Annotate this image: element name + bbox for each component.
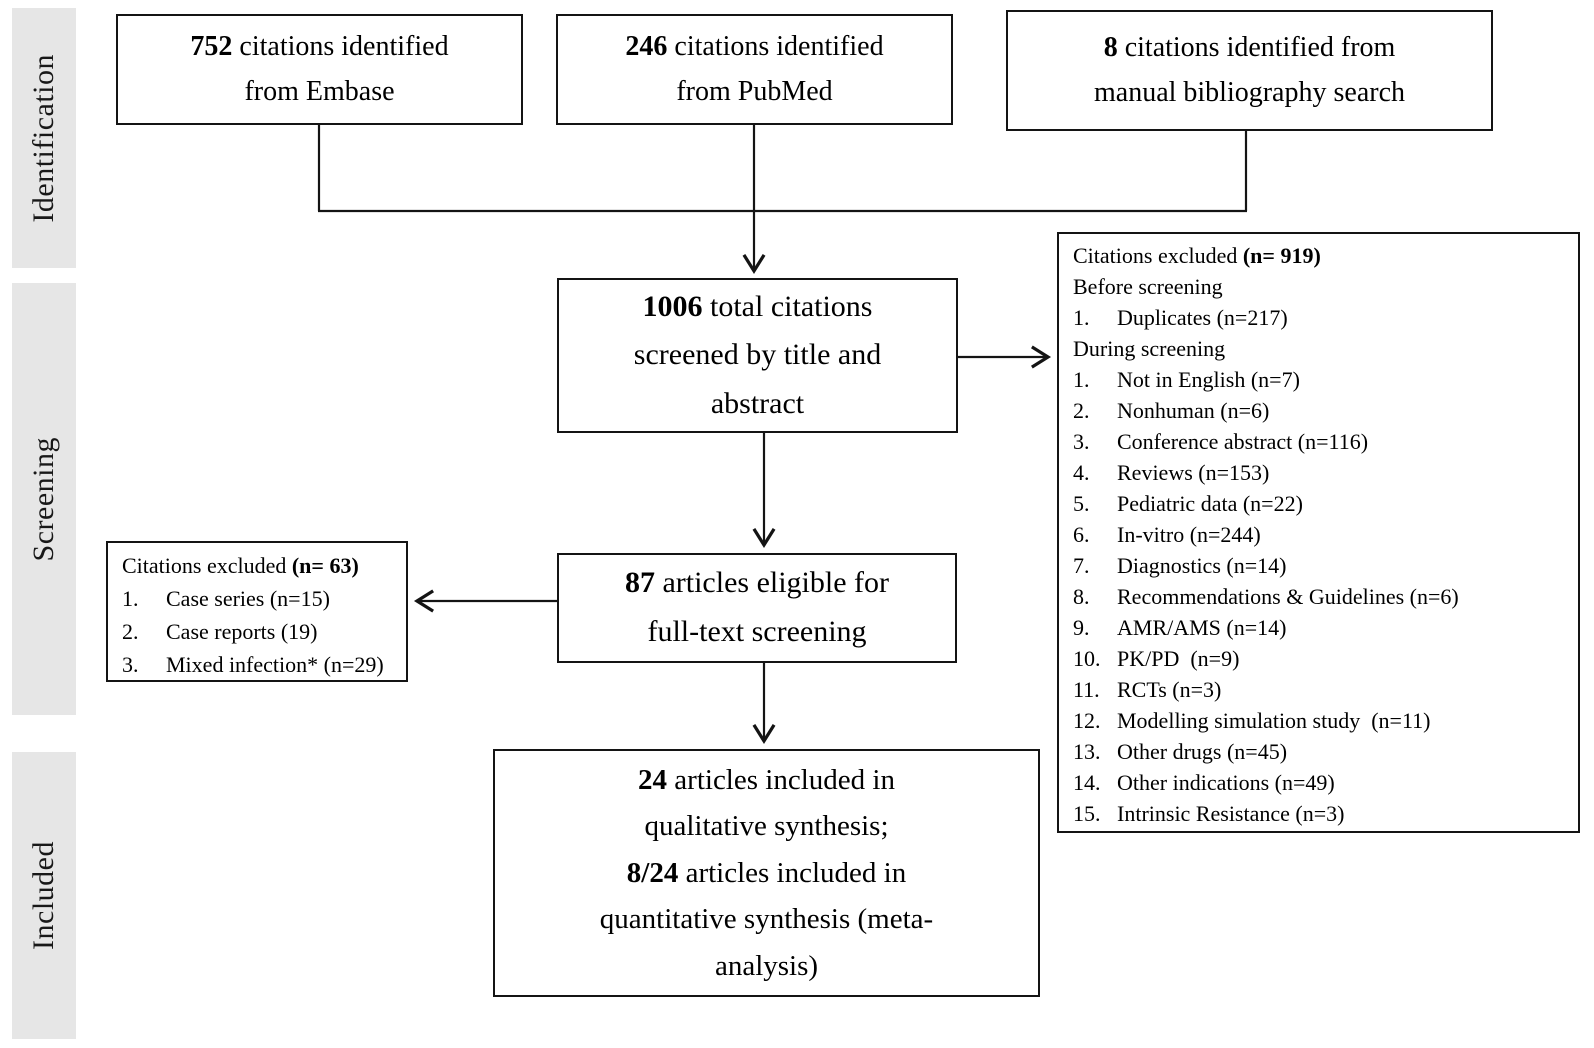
box-line: 1006 total citations [642, 289, 873, 323]
list-item: 11. RCTs (n=3) [1073, 677, 1222, 702]
box-line: 8 citations identified from [1103, 32, 1396, 64]
list-item: 4. Reviews (n=153) [1073, 460, 1270, 485]
count-quantitative: 8/24 [626, 856, 679, 889]
excluded-919-header: Citations excluded (n= 919) [1073, 243, 1321, 268]
stage-label-screening: Screening [27, 436, 60, 562]
before-screening-label: Before screening [1073, 274, 1223, 299]
count-embase: 752 [190, 31, 233, 63]
qualitative-synthesis-text: qualitative synthesis; [644, 810, 889, 843]
list-item: 3. Mixed infection* (n=29) [122, 652, 384, 677]
list-item: 15. Intrinsic Resistance (n=3) [1073, 801, 1345, 826]
stage-band-screening [12, 283, 76, 715]
quantitative-synthesis-text: quantitative synthesis (meta- [599, 903, 934, 936]
excluded-63-header: Citations excluded (n= 63) [122, 553, 359, 578]
before-screening-list [1073, 302, 1566, 333]
list-item: 2. Nonhuman (n=6) [1073, 398, 1270, 423]
quantitative-synthesis-text: analysis) [714, 949, 819, 982]
box-citations-embase [116, 14, 523, 125]
list-item: 14. Other indications (n=49) [1073, 770, 1335, 795]
excluded-63-list [122, 582, 394, 681]
during-screening-label: During screening [1073, 336, 1226, 361]
qualitative-synthesis-text: 24 articles included in [638, 764, 895, 797]
count-pubmed: 246 [625, 31, 668, 63]
quantitative-synthesis-text: 8/24 articles included in [626, 856, 907, 889]
box-line: abstract [710, 386, 805, 420]
stage-band-identification [12, 8, 76, 268]
stage-band-included [12, 752, 76, 1039]
list-item: 9. AMR/AMS (n=14) [1073, 615, 1287, 640]
box-excluded-screening [1057, 232, 1580, 833]
list-item: 1. Duplicates (n=217) [1073, 305, 1288, 330]
list-item: 1. Case series (n=15) [122, 586, 330, 611]
box-line: full-text screening [647, 615, 867, 648]
box-line: 752 citations identified [190, 31, 449, 63]
box-line: from PubMed [676, 75, 833, 107]
count-qualitative: 24 [638, 764, 668, 797]
stage-label-included: Included [27, 841, 60, 950]
box-line: 87 articles eligible for [624, 566, 890, 600]
list-item: 8. Recommendations & Guidelines (n=6) [1073, 584, 1459, 609]
box-line: manual bibliography search [1093, 76, 1405, 108]
box-citations-pubmed [556, 14, 953, 125]
box-eligible-fulltext [557, 553, 957, 663]
list-item: 12. Modelling simulation study (n=11) [1073, 708, 1431, 733]
box-citations-manual [1006, 10, 1493, 131]
count-manual: 8 [1103, 32, 1118, 64]
list-item: 2. Case reports (19) [122, 619, 318, 644]
list-item: 5. Pediatric data (n=22) [1073, 491, 1303, 516]
box-total-screened [557, 278, 958, 433]
box-line: from Embase [244, 75, 395, 107]
during-screening-list [1073, 364, 1566, 829]
count-eligible: 87 [624, 566, 655, 600]
box-included-synthesis [493, 749, 1040, 997]
stage-label-identification: Identification [27, 53, 60, 223]
list-item: 10. PK/PD (n=9) [1073, 646, 1240, 671]
list-item: 6. In-vitro (n=244) [1073, 522, 1261, 547]
box-line: 246 citations identified [625, 31, 884, 63]
box-line: screened by title and [633, 338, 882, 372]
list-item: 1. Not in English (n=7) [1073, 367, 1300, 392]
count-screened: 1006 [642, 289, 703, 323]
box-excluded-fulltext [106, 541, 408, 682]
list-item: 7. Diagnostics (n=14) [1073, 553, 1287, 578]
list-item: 13. Other drugs (n=45) [1073, 739, 1288, 764]
list-item: 3. Conference abstract (n=116) [1073, 429, 1369, 454]
